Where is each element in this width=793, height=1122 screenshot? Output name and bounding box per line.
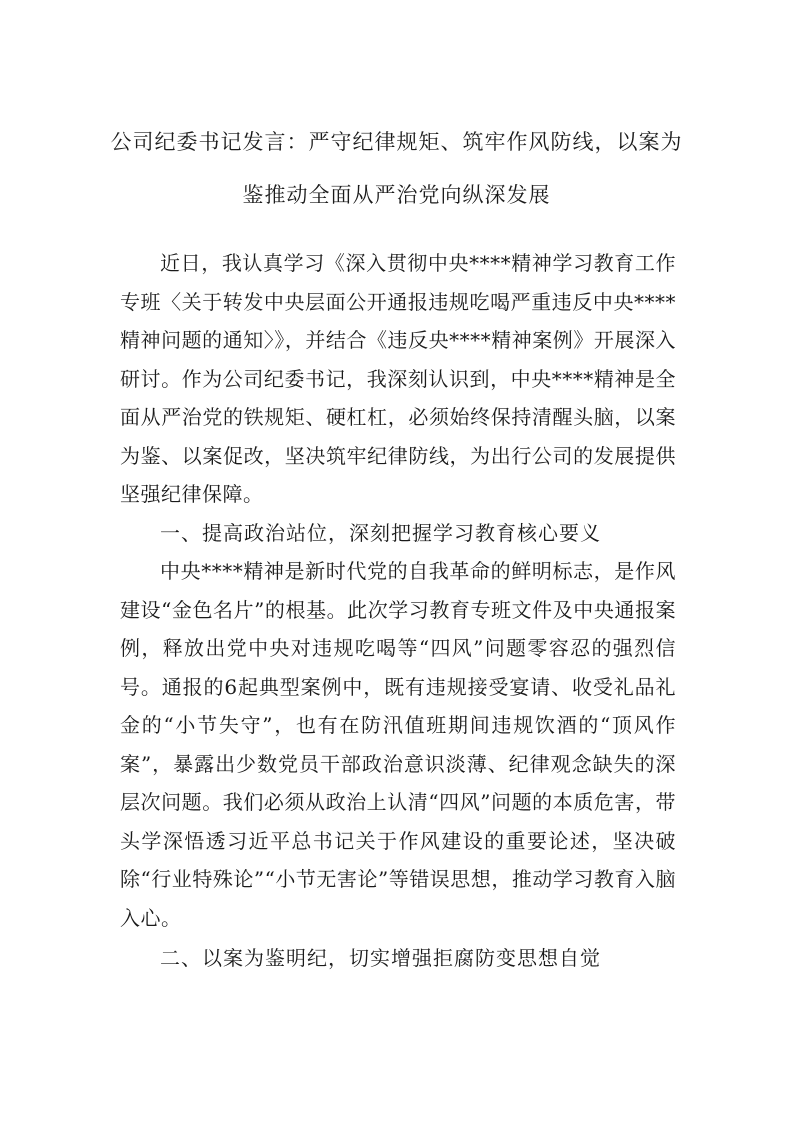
paragraph-intro: 近日，我认真学习《深入贯彻中央****精神学习教育工作专班〈关于转发中央层面公开通报违规吃喝严重违反中央****精神问题的通知〉》，并结合《违反央****精神案例》开展深入研讨。作为公司纪委书记，我深刻认识到，中央****精神是全面从严治党的铁规矩、硬杠杠，必须始终保持清醒头脑，以案为鉴、以案促改，坚决筑牢纪律防线，为出行公司的发展提供坚强纪律保障。 [120,251,676,506]
document-title-line-1: 公司纪委书记发言：严守纪律规矩、筑牢作风防线，以案为 [110,130,683,154]
document-body [120,244,676,978]
section-heading-1: 一、提高政治站位，深刻把握学习教育核心要义 [160,520,601,545]
document-title-line-2: 鉴推动全面从严治党向纵深发展 [242,183,551,207]
paragraph-section-1: 中央****精神是新时代党的自我革命的鲜明标志，是作风建设“金色名片”的根基。此次学习教育专班文件及中央通报案例，释放出党中央对违规吃喝等“四风”问题零容忍的强烈信号。通报的6起典型案例中，既有违规接受宴请、收受礼品礼金的“小节失守”，也有在防汛值班期间违规饮酒的“顶风作案”，暴露出少数党员干部政治意识淡薄、纪律观念缺失的深层次问题。我们必须从政治上认清“四风”问题的本质危害，带头学深悟透习近平总书记关于作风建设的重要论述，坚决破除“行业特殊论”“小节无害论”等错误思想，推动学习教育入脑入心。 [120,559,676,930]
section-heading-2: 二、以案为鉴明纪，切实增强拒腐防变思想自觉 [160,946,601,970]
